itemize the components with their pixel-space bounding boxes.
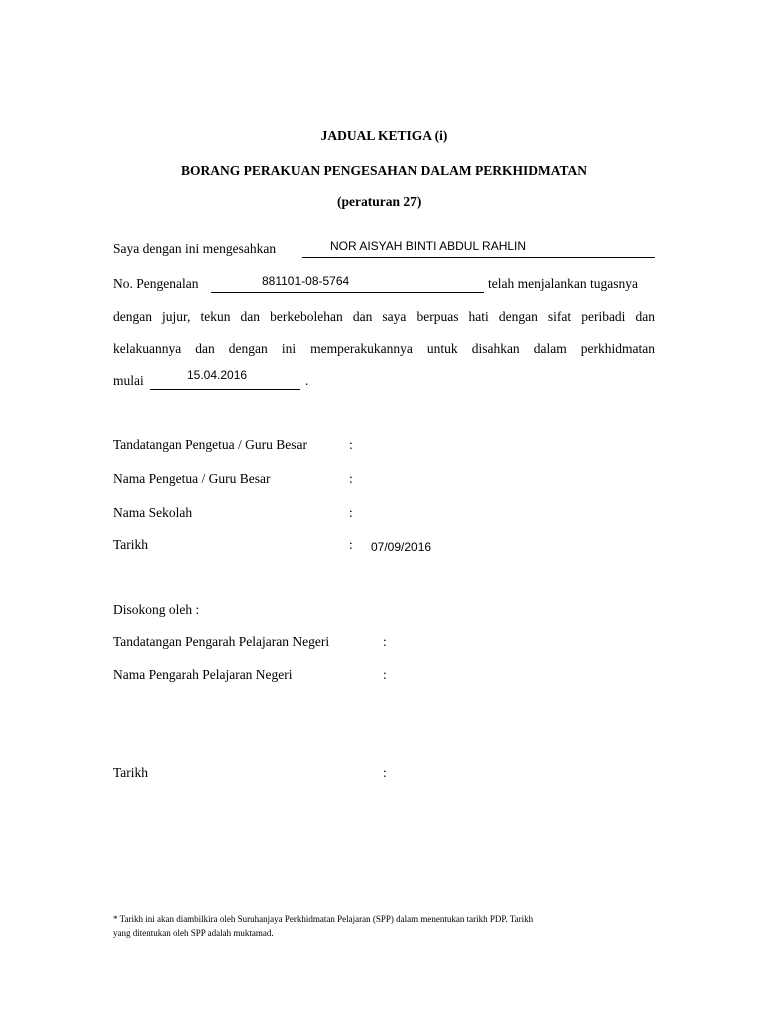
principal-date-label: Tarikh — [113, 537, 149, 552]
principal-date-value: 07/09/2016 — [371, 540, 432, 554]
ic-number-value: 881101-08-5764 — [262, 274, 350, 288]
director-date-label: Tarikh — [113, 765, 149, 780]
footnote-line-1: * Tarikh ini akan diambilkira oleh Suruhanjaya Perkhidmatan Pelajaran (SPP) dalam menentukan tarikh PDP. Tarikh — [113, 914, 534, 924]
body-line-3: dengan jujur, tekun dan berkebolehan dan saya berpuas hati dengan sifat peribadi dan — [113, 309, 655, 324]
certify-label: Saya dengan ini mengesahkan — [113, 241, 277, 256]
ic-label: No. Pengenalan — [113, 276, 199, 291]
director-name-label: Nama Pengarah Pelajaran Negeri — [113, 667, 293, 682]
school-name-colon: : — [349, 505, 353, 520]
start-date-label: mulai — [113, 373, 144, 388]
supported-by-heading: Disokong oleh : — [113, 602, 200, 617]
form-schedule-title: JADUAL KETIGA (i) — [320, 128, 448, 143]
director-name-colon: : — [383, 667, 387, 682]
principal-signature-label: Tandatangan Pengetua / Guru Besar — [113, 437, 307, 452]
ic-suffix-text: telah menjalankan tugasnya — [488, 276, 638, 291]
officer-name-value: NOR AISYAH BINTI ABDUL RAHLIN — [330, 239, 527, 253]
start-date-period: . — [305, 373, 309, 388]
director-signature-colon: : — [383, 634, 387, 649]
principal-date-colon: : — [349, 537, 353, 552]
principal-signature-colon: : — [349, 437, 353, 452]
ic-underline — [211, 292, 484, 293]
footnote-line-2: yang ditentukan oleh SPP adalah muktamad. — [113, 928, 274, 938]
form-title: BORANG PERAKUAN PENGESAHAN DALAM PERKHIDMATAN — [180, 163, 587, 178]
director-signature-label: Tandatangan Pengarah Pelajaran Negeri — [113, 634, 330, 649]
start-date-value: 15.04.2016 — [187, 368, 248, 382]
start-date-underline — [150, 389, 300, 390]
school-name-label: Nama Sekolah — [113, 505, 193, 520]
principal-name-label: Nama Pengetua / Guru Besar — [113, 471, 271, 486]
director-date-colon: : — [383, 765, 387, 780]
name-underline — [302, 257, 655, 258]
regulation-reference: (peraturan 27) — [337, 194, 422, 209]
body-line-4: kelakuannya dan dengan ini memperakukannya untuk disahkan dalam perkhidmatan — [113, 341, 655, 356]
principal-name-colon: : — [349, 471, 353, 486]
